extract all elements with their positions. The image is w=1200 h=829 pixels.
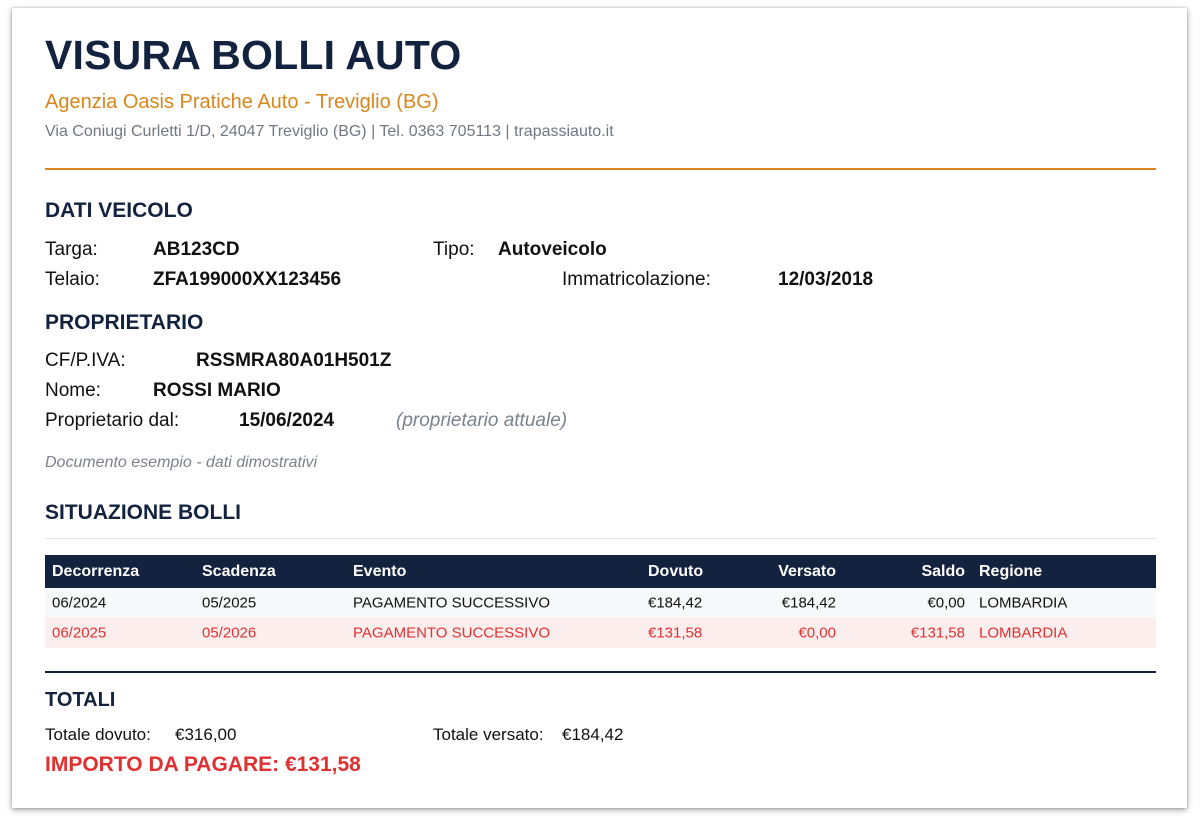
owner-name-label: Nome: [45,380,101,401]
document-page [12,8,1187,808]
chassis-label: Telaio: [45,269,100,290]
owner-name-value: ROSSI MARIO [153,380,281,401]
cell-paid: €184,42 [781,594,836,612]
section-stamps: SITUAZIONE BOLLI [45,501,241,524]
total-due-label: Totale dovuto: [45,725,151,744]
chassis-value: ZFA199000XX123456 [153,269,342,290]
sample-disclaimer: Documento esempio - dati dimostrativi [45,454,318,471]
cell-event: PAGAMENTO SUCCESSIVO [353,594,550,612]
section-owner: PROPRIETARIO [45,311,204,334]
cell-event: PAGAMENTO SUCCESSIVO [353,624,550,642]
totals-divider [45,671,1156,673]
document-title: VISURA BOLLI AUTO [45,32,462,78]
registration-value: 12/03/2018 [778,269,874,290]
col-start: Decorrenza [52,562,140,580]
plate-label: Targa: [45,239,98,260]
section-vehicle: DATI VEICOLO [45,199,193,222]
amount-due: IMPORTO DA PAGARE: €131,58 [45,753,361,776]
owner-since-value: 15/06/2024 [239,410,335,431]
col-expiry: Scadenza [202,562,276,580]
cell-paid: €0,00 [798,624,836,642]
cf-value: RSSMRA80A01H501Z [196,350,392,371]
cell-due: €184,42 [648,594,703,612]
cf-label: CF/P.IVA: [45,350,126,371]
plate-value: AB123CD [153,239,240,260]
header-divider [45,168,1156,170]
type-value: Autoveicolo [498,239,607,260]
cell-region: LOMBARDIA [979,594,1068,612]
total-due-value: €316,00 [175,725,237,744]
col-balance: Saldo [921,562,965,580]
section-totals: TOTALI [45,689,116,711]
table-row [45,588,1156,618]
cell-expiry: 05/2026 [202,624,257,642]
agency-name: Agenzia Oasis Pratiche Auto - Treviglio (BG) [45,91,439,113]
owner-since-label: Proprietario dal: [45,410,180,431]
cell-region: LOMBARDIA [979,624,1068,642]
table-header [45,555,1156,588]
cell-start: 06/2024 [52,594,107,612]
registration-label: Immatricolazione: [562,269,711,290]
cell-balance: €131,58 [910,624,965,642]
col-region: Regione [979,562,1043,580]
col-event: Evento [353,562,407,580]
cell-due: €131,58 [648,624,703,642]
cell-expiry: 05/2025 [202,594,257,612]
table-row [45,618,1156,648]
type-label: Tipo: [433,239,475,260]
stamps-divider [45,538,1156,539]
total-paid-label: Totale versato: [433,725,544,744]
col-paid: Versato [778,562,836,580]
col-due: Dovuto [648,562,704,580]
cell-balance: €0,00 [927,594,965,612]
cell-start: 06/2025 [52,624,107,642]
agency-address: Via Coniugi Curletti 1/D, 24047 Treviglio (BG) | Tel. 0363 705113 | trapassiauto.it [45,123,614,140]
stamps-table [45,555,1156,648]
current-owner-note: (proprietario attuale) [396,410,568,431]
total-paid-value: €184,42 [562,725,624,744]
